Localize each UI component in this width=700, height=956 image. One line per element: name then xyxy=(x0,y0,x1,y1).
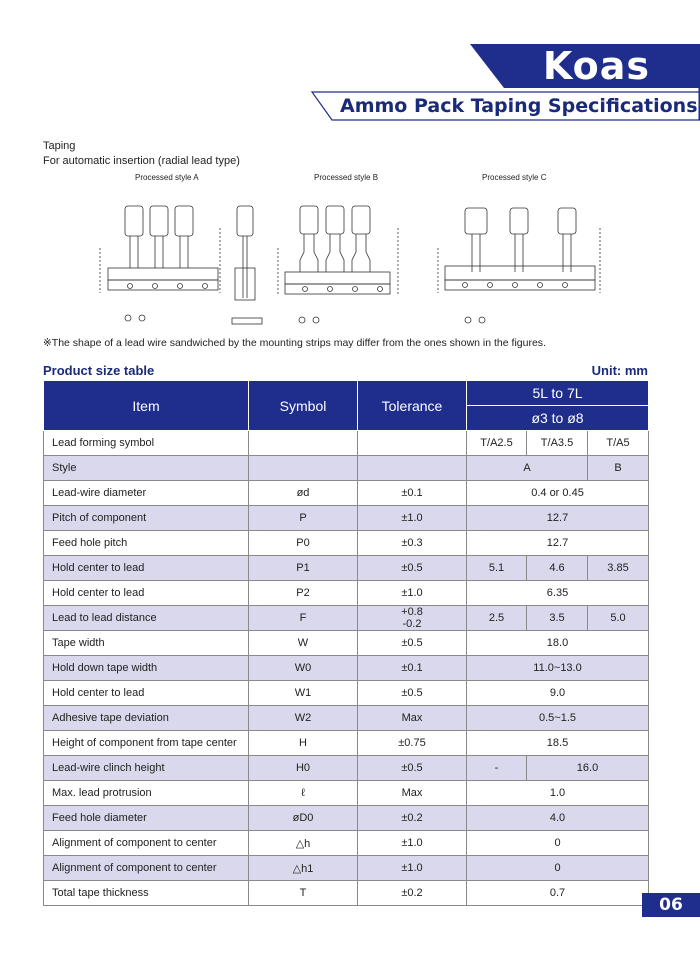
drawing-style-a xyxy=(100,206,262,324)
row-value: 18.5 xyxy=(467,731,649,756)
row-tolerance: ±0.2 xyxy=(358,806,467,831)
row-item: Pitch of component xyxy=(44,506,249,531)
table-row xyxy=(44,456,649,481)
table-row xyxy=(44,831,649,856)
product-size-table xyxy=(43,380,649,906)
table-row xyxy=(44,731,649,756)
figure-title-style-c: Processed style C xyxy=(482,173,547,182)
row-symbol: P2 xyxy=(249,581,358,606)
table-row xyxy=(44,856,649,881)
row-symbol: W0 xyxy=(249,656,358,681)
intro-text xyxy=(43,139,240,169)
row-symbol xyxy=(249,456,358,481)
row-item: Max. lead protrusion xyxy=(44,781,249,806)
row-value: T/A2.5 xyxy=(467,431,527,456)
row-tolerance: ±1.0 xyxy=(358,856,467,881)
row-item: Adhesive tape deviation xyxy=(44,706,249,731)
row-item: Feed hole pitch xyxy=(44,531,249,556)
row-value: 18.0 xyxy=(467,631,649,656)
row-symbol: øD0 xyxy=(249,806,358,831)
table-unit: Unit: mm xyxy=(591,363,648,378)
drawing-style-b xyxy=(278,206,398,323)
row-value: T/A3.5 xyxy=(527,431,588,456)
row-value: 0 xyxy=(467,856,649,881)
taping-drawings xyxy=(80,168,640,338)
intro-line-taping: Taping xyxy=(43,140,76,152)
row-value: 3.85 xyxy=(588,556,649,581)
header-size-range: 5L to 7L xyxy=(467,381,649,406)
row-item: Lead-wire clinch height xyxy=(44,756,249,781)
table-row xyxy=(44,581,649,606)
table-row xyxy=(44,606,649,631)
row-symbol xyxy=(249,431,358,456)
intro-line-insertion: For automatic insertion (radial lead type) xyxy=(43,155,240,167)
figure-title-style-b: Processed style B xyxy=(314,173,379,182)
row-symbol: △h1 xyxy=(249,856,358,881)
table-row xyxy=(44,781,649,806)
row-value: 4.6 xyxy=(527,556,588,581)
row-value: 0.4 or 0.45 xyxy=(467,481,649,506)
row-symbol: ℓ xyxy=(249,781,358,806)
table-row xyxy=(44,481,649,506)
row-value: 6.35 xyxy=(467,581,649,606)
row-tolerance: ±0.5 xyxy=(358,556,467,581)
row-item: Hold center to lead xyxy=(44,681,249,706)
row-item: Lead-wire diameter xyxy=(44,481,249,506)
row-tolerance: ±0.5 xyxy=(358,631,467,656)
tolerance-minus: -0.2 xyxy=(402,618,422,630)
row-value: 5.0 xyxy=(588,606,649,631)
table-row xyxy=(44,556,649,581)
row-symbol: T xyxy=(249,881,358,906)
row-value: 2.5 xyxy=(467,606,527,631)
row-value: - xyxy=(467,756,527,781)
table-row xyxy=(44,656,649,681)
row-item: Hold center to lead xyxy=(44,581,249,606)
row-value: A xyxy=(467,456,588,481)
row-item: Hold center to lead xyxy=(44,556,249,581)
brand-logo: Koas xyxy=(542,44,650,88)
row-item: Feed hole diameter xyxy=(44,806,249,831)
row-symbol: W2 xyxy=(249,706,358,731)
row-value: 12.7 xyxy=(467,531,649,556)
table-row xyxy=(44,756,649,781)
row-symbol: P0 xyxy=(249,531,358,556)
row-tolerance xyxy=(358,456,467,481)
row-value: 16.0 xyxy=(527,756,649,781)
row-tolerance: Max xyxy=(358,781,467,806)
row-value: T/A5 xyxy=(588,431,649,456)
row-tolerance: ±0.2 xyxy=(358,881,467,906)
drawing-style-a-b-c xyxy=(80,168,640,338)
tolerance-plus: +0.8 xyxy=(401,606,423,618)
row-value: 0.7 xyxy=(467,881,649,906)
row-symbol: ød xyxy=(249,481,358,506)
row-tolerance: ±0.1 xyxy=(358,481,467,506)
row-item: Alignment of component to center xyxy=(44,856,249,881)
page-number: 06 xyxy=(642,893,700,917)
header-item: Item xyxy=(44,381,249,431)
row-tolerance: Max xyxy=(358,706,467,731)
row-value: B xyxy=(588,456,649,481)
header-symbol: Symbol xyxy=(249,381,358,431)
table-row xyxy=(44,881,649,906)
row-item: Lead forming symbol xyxy=(44,431,249,456)
row-tolerance: ±0.3 xyxy=(358,531,467,556)
row-value: 4.0 xyxy=(467,806,649,831)
drawing-style-c xyxy=(438,208,600,323)
row-tolerance: ±0.1 xyxy=(358,656,467,681)
row-value: 9.0 xyxy=(467,681,649,706)
row-value: 12.7 xyxy=(467,506,649,531)
row-value: 3.5 xyxy=(527,606,588,631)
row-tolerance: ±1.0 xyxy=(358,831,467,856)
row-symbol: F xyxy=(249,606,358,631)
page-title: Ammo Pack Taping Specifications xyxy=(340,95,698,117)
row-symbol: P xyxy=(249,506,358,531)
row-tolerance xyxy=(358,606,467,631)
row-symbol: P1 xyxy=(249,556,358,581)
row-item: Tape width xyxy=(44,631,249,656)
drawing-note: ※The shape of a lead wire sandwiched by the mounting strips may differ from the ones shown in the figures. xyxy=(43,337,546,349)
figure-title-style-a: Processed style A xyxy=(135,173,199,182)
row-tolerance: ±1.0 xyxy=(358,506,467,531)
row-item: Height of component from tape center xyxy=(44,731,249,756)
row-value: 0 xyxy=(467,831,649,856)
table-row xyxy=(44,681,649,706)
table-row xyxy=(44,531,649,556)
row-value: 1.0 xyxy=(467,781,649,806)
table-title: Product size table xyxy=(43,363,155,378)
row-item: Style xyxy=(44,456,249,481)
row-item: Total tape thickness xyxy=(44,881,249,906)
table-row xyxy=(44,706,649,731)
table-row xyxy=(44,806,649,831)
row-symbol: H0 xyxy=(249,756,358,781)
row-tolerance: ±0.5 xyxy=(358,681,467,706)
row-tolerance: ±0.5 xyxy=(358,756,467,781)
header-diameter-range: ø3 to ø8 xyxy=(467,406,649,431)
row-value: 0.5~1.5 xyxy=(467,706,649,731)
row-symbol: W xyxy=(249,631,358,656)
header-tolerance: Tolerance xyxy=(358,381,467,431)
row-value: 5.1 xyxy=(467,556,527,581)
table-row xyxy=(44,506,649,531)
table-row xyxy=(44,431,649,456)
row-item: Lead to lead distance xyxy=(44,606,249,631)
row-symbol: H xyxy=(249,731,358,756)
row-item: Alignment of component to center xyxy=(44,831,249,856)
row-symbol: W1 xyxy=(249,681,358,706)
row-symbol: △h xyxy=(249,831,358,856)
row-item: Hold down tape width xyxy=(44,656,249,681)
row-value: 11.0~13.0 xyxy=(467,656,649,681)
row-tolerance: ±1.0 xyxy=(358,581,467,606)
table-row xyxy=(44,631,649,656)
row-tolerance xyxy=(358,431,467,456)
row-tolerance: ±0.75 xyxy=(358,731,467,756)
